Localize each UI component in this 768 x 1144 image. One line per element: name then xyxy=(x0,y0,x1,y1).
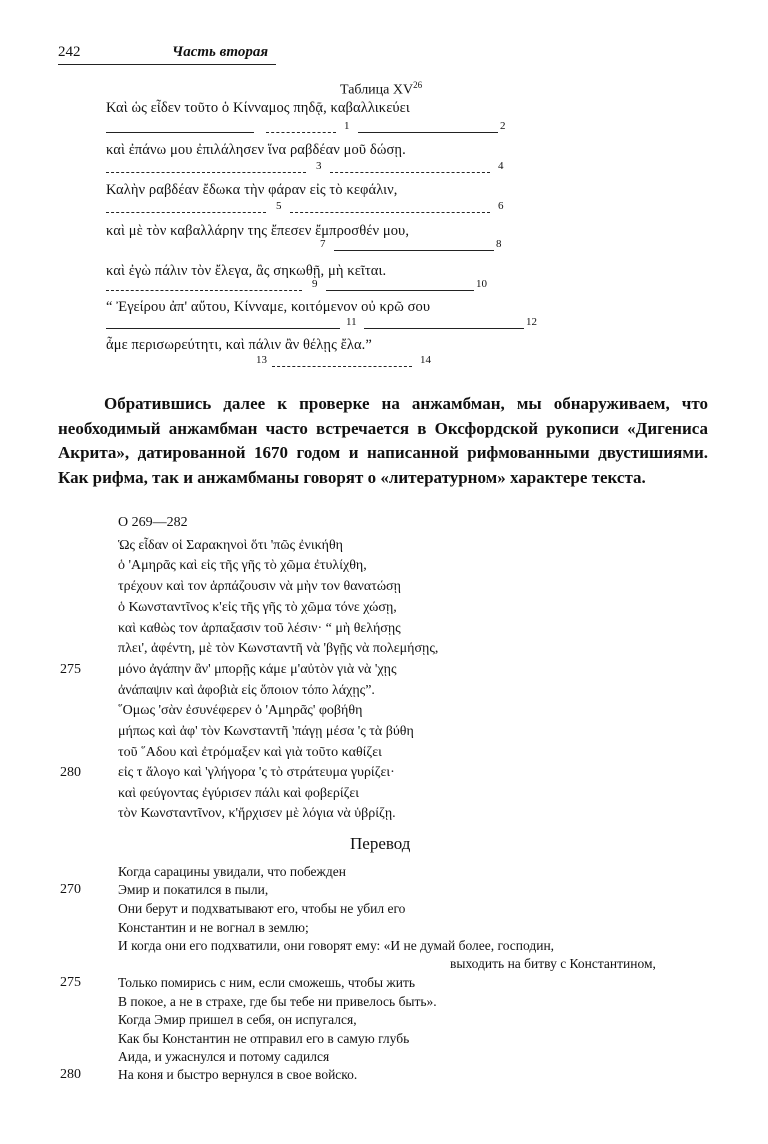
translation-line: Аида, и ужаснулся и потому садился xyxy=(118,1049,330,1064)
solid-segment xyxy=(106,132,254,133)
poem-line: ἀνάπαψιν καὶ ἀφοβιὰ εἰς ὅποιον τόπο λάχῃς”. xyxy=(118,683,375,698)
poem-line: τοῦ ῞Αδου καὶ ἐτρόμαξεν καὶ γιὰ τοῦτο καθίζει xyxy=(118,745,382,760)
table-line: Καλὴν ραβδέαν ἔδωκα τὴν φάραν εἰς τὸ κεφάλιν, xyxy=(106,182,398,198)
translation-line: На коня и быстро вернулся в свое войско. xyxy=(118,1067,358,1082)
poem-line: τρέχουν καὶ τον ἁρπάζουσιν νὰ μὴν τον θανατώσῃ xyxy=(118,579,401,594)
dashed-segment xyxy=(106,172,306,173)
mark-number: 7 xyxy=(320,238,326,250)
table-line: καὶ ἐγὼ πάλιν τὸν ἔλεγα, ἂς σηκωθῇ, μὴ κεῖται. xyxy=(106,263,387,279)
poem-line: ῞Ομως 'σὰν ἐσυνέφερεν ὁ 'Αμηρᾶς' φοβήθη xyxy=(118,703,363,718)
solid-segment xyxy=(364,328,524,329)
metrical-marks xyxy=(106,278,510,294)
solid-segment xyxy=(334,250,494,251)
dashed-segment xyxy=(266,132,336,133)
metrical-marks xyxy=(106,120,510,136)
dashed-segment xyxy=(106,212,266,213)
table-line: καὶ μὲ τὸν καβαλλάρην της ἔπεσεν ἔμπροσθέν μου, xyxy=(106,223,410,239)
solid-segment xyxy=(326,290,474,291)
solid-segment xyxy=(358,132,498,133)
poem-line: πλει', ἀφέντη, μὲ τὸν Κωνσταντῆ νὰ 'βγῇς νὰ πολεμήσῃς, xyxy=(118,641,439,656)
line-number: 270 xyxy=(60,882,81,897)
page-number: 242 xyxy=(58,44,81,60)
metrical-marks xyxy=(106,354,510,370)
translation-line: Эмир и покатился в пыли, xyxy=(118,882,269,897)
dashed-segment xyxy=(330,172,490,173)
table-line: Καὶ ὡς εἶδεν τοῦτο ὁ Κίνναμος πηδᾷ, καβαλλικεύει xyxy=(106,100,410,116)
paragraph-text: Обратившись далее к проверке на анжамбман, мы обнаруживаем, что необходимый анжамбман часто встречается в Оксфордской рукописи «Дигениса Акрита», датированной 1670 годом и написанной рифмованными двустишиями. Как рифма, так и анжамбманы говорят о «литературном» характере текста. xyxy=(58,394,708,487)
poem-line: εἰς τ ἄλογο καὶ 'γλήγορα 'ς τὸ στράτευμα γυρίζει· xyxy=(118,765,395,780)
mark-number: 10 xyxy=(476,278,487,290)
poem-line: μήπως καὶ ἀφ' τὸν Κωνσταντῆ 'πάγῃ μέσα 'ς τὰ βύθη xyxy=(118,724,414,739)
line-number: 280 xyxy=(60,1067,81,1082)
header-rule xyxy=(58,64,276,65)
mark-number: 6 xyxy=(498,200,504,212)
running-title: Часть вторая xyxy=(172,44,269,60)
mark-number: 2 xyxy=(500,120,506,132)
poem-line: μόνο ἀγάπην ἂν' μπορῇς κάμε μ'αὐτὸν γιὰ νὰ 'χῃς xyxy=(118,662,397,677)
mark-number: 14 xyxy=(420,354,431,366)
metrical-marks xyxy=(106,238,510,254)
poem-line: ὁ 'Αμηρᾶς καὶ εἰς τῆς γῆς τὸ χῶμα ἐτυλίχθη, xyxy=(118,558,367,573)
translation-line: Только помирись с ним, если сможешь, чтобы жить xyxy=(118,975,416,990)
line-number: 280 xyxy=(60,765,81,780)
dashed-segment xyxy=(272,366,412,367)
dashed-segment xyxy=(290,212,490,213)
mark-number: 3 xyxy=(316,160,322,172)
translation-line: Когда сарацины увидали, что побежден xyxy=(118,864,346,879)
line-number: 275 xyxy=(60,975,81,990)
table-line: ἆμε περισωρεύτητι, καὶ πάλιν ἂν θέλῃς ἔλα.” xyxy=(106,337,372,353)
table-caption xyxy=(340,80,422,99)
solid-segment xyxy=(106,328,340,329)
mark-number: 9 xyxy=(312,278,318,290)
translation-line: Когда Эмир пришел в себя, он испугался, xyxy=(118,1012,357,1027)
poem-line: ὁ Κωνσταντῖνος κ'εἰς τῆς γῆς τὸ χῶμα τόνε χώσῃ, xyxy=(118,600,397,615)
metrical-marks xyxy=(106,160,510,176)
dashed-segment xyxy=(106,290,302,291)
translation-line: Как бы Константин не отправил его в самую глубь xyxy=(118,1031,410,1046)
translation-title: Перевод xyxy=(350,834,411,853)
table-line: καὶ ἐπάνω μου ἐπιλάλησεν ἵνα ραβδέαν μοῦ δώσῃ. xyxy=(106,142,406,158)
body-paragraph xyxy=(58,392,708,490)
footnote-mark: 26 xyxy=(413,80,423,90)
line-number: 275 xyxy=(60,662,81,677)
poem-reference: O 269—282 xyxy=(118,515,188,530)
mark-number: 12 xyxy=(526,316,537,328)
mark-number: 8 xyxy=(496,238,502,250)
mark-number: 13 xyxy=(256,354,267,366)
metrical-marks xyxy=(106,200,510,216)
translation-line: И когда они его подхватили, они говорят ему: «И не думай более, господин, xyxy=(118,938,555,953)
mark-number: 4 xyxy=(498,160,504,172)
translation-line: В покое, а не в страхе, где бы тебе ни привелось быть». xyxy=(118,994,437,1009)
mark-number: 11 xyxy=(346,316,357,328)
translation-line: Константин и не вогнал в землю; xyxy=(118,920,309,935)
mark-number: 1 xyxy=(344,120,350,132)
poem-line: καὶ φεύγοντας ἐγύρισεν πάλι καὶ φοβερίζει xyxy=(118,786,360,801)
mark-number: 5 xyxy=(276,200,282,212)
metrical-marks xyxy=(106,316,556,332)
poem-line: Ὡς εἶδαν οἱ Σαρακηνοὶ ὅτι 'πῶς ἐνικήθη xyxy=(118,538,343,553)
poem-line: καὶ καθὼς τον ἁρπαξασιν τοῦ λέσιν· “ μὴ θελήσῃς xyxy=(118,621,401,636)
table-caption-text: Таблица XV xyxy=(340,82,414,98)
translation-line: Они берут и подхватывают его, чтобы не убил его xyxy=(118,901,406,916)
translation-line: выходить на битву с Константином, xyxy=(450,956,656,971)
poem-line: τὸν Κωνσταντῖνον, κ'ἤρχισεν μὲ λόγια νὰ ὑβρίζῃ. xyxy=(118,806,396,821)
table-line: “ Ἐγείρου ἀπ' αὔτου, Κίνναμε, κοιτόμενον οὐ κρῶ σου xyxy=(106,299,431,315)
